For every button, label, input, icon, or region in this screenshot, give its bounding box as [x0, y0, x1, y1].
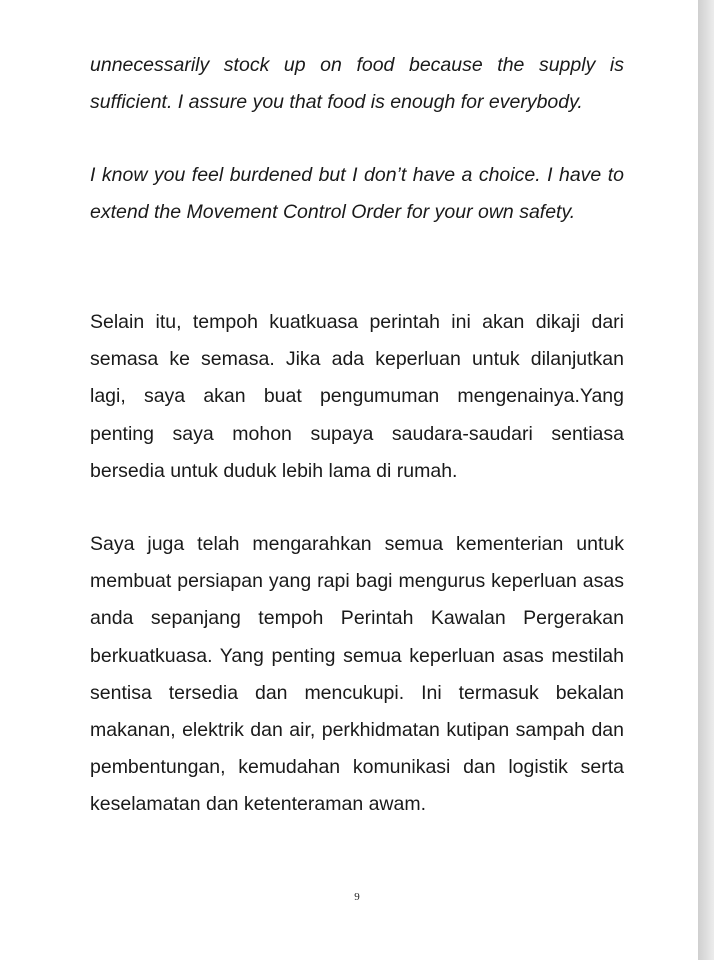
paragraph-malay-1: Selain itu, tempoh kuatkuasa perintah ini akan dikaji dari semasa ke semasa. Jika ada keperluan untuk dilanjutkan lagi, saya akan buat pengumuman mengenainya.Yang penting saya mohon supaya saudara-saudari sentiasa bersedia untuk duduk lebih lama di rumah. — [90, 311, 624, 482]
paragraph-english-2: I know you feel burdened but I don’t have a choice. I have to extend the Movement Control Order for your own safety. — [90, 164, 624, 224]
paragraph-english-1: unnecessarily stock up on food because the supply is sufficient. I assure you that food is enough for everybody. — [90, 54, 624, 114]
page-edge-shadow — [698, 0, 714, 960]
page-number: 9 — [354, 891, 360, 903]
paragraph-malay-2: Saya juga telah mengarahkan semua kementerian untuk membuat persiapan yang rapi bagi mengurus keperluan asas anda sepanjang tempoh Perintah Kawalan Pergerakan berkuatkuasa. Yang penting semua keperluan asas mestilah sentisa tersedia dan mencukupi. Ini termasuk bekalan makanan, elektrik dan air, perkhidmatan kutipan sampah dan pembentungan, kemudahan komunikasi dan logistik serta keselamatan dan ketenteraman awam. — [90, 533, 624, 816]
